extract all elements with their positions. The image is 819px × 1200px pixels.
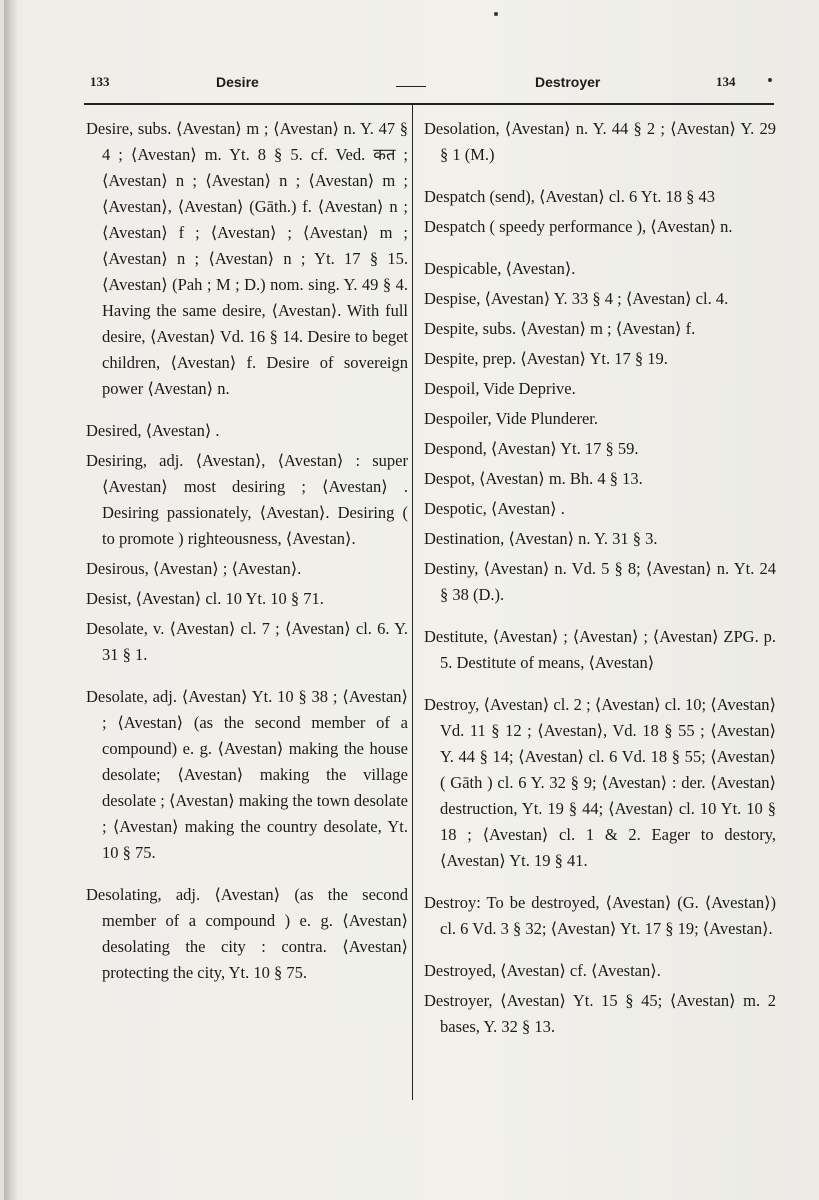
entry-despicable: Despicable, ⟨Avestan⟩.: [424, 259, 576, 278]
entry-destitute: Destitute, ⟨Avestan⟩ ; ⟨Avestan⟩ ; ⟨Avestan⟩ ZPG. p. 5. Destitute of means, ⟨Avestan⟩: [424, 627, 776, 672]
right-running-head: Destroyer: [535, 74, 601, 90]
header-rule: [84, 103, 774, 105]
entry-desire: Desire, subs. ⟨Avestan⟩ m ; ⟨Avestan⟩ n. Y. 47 § 4 ; ⟨Avestan⟩ m. Yt. 8 § 5. cf. Ved. कत ; ⟨Avestan⟩ n ; ⟨Avestan⟩ n ; ⟨Avestan⟩ m ; ⟨Avestan⟩, ⟨Avestan⟩ (Gāth.) f. ⟨Avestan⟩ n ; ⟨Avestan⟩ f ; ⟨Avestan⟩ ; ⟨Avestan⟩ m ; ⟨Avestan⟩ n ; ⟨Avestan⟩ n ; Yt. 17 § 15. ⟨Avestan⟩ (Pah ; M ; D.) nom. sing. Y. 49 § 4. Having the same desire, ⟨Avestan⟩. With full desire, ⟨Avestan⟩ Vd. 16 § 14. Desire to beget children, ⟨Avestan⟩ f. Desire of sovereign power ⟨Avestan⟩ n.: [86, 119, 408, 398]
page-binding-shadow: [4, 0, 18, 1200]
entry-destroy: Destroy, ⟨Avestan⟩ cl. 2 ; ⟨Avestan⟩ cl. 10; ⟨Avestan⟩ Vd. 11 § 12 ; ⟨Avestan⟩, Vd. 18 § 55 ; ⟨Avestan⟩ Y. 44 § 14; ⟨Avestan⟩ cl. 6 Vd. 18 § 55; ⟨Avestan⟩ ( Gāth ) cl. 6 Y. 32 § 9; ⟨Avestan⟩ : der. ⟨Avestan⟩ destruction, Yt. 19 § 44; ⟨Avestan⟩ cl. 10 Yt. 10 § 18 ; ⟨Avestan⟩ cl. 1 & 2. Eager to destory, ⟨Avestan⟩ Yt. 19 § 41.: [424, 695, 776, 870]
entry-destination: Destination, ⟨Avestan⟩ n. Y. 31 § 3.: [424, 529, 658, 548]
right-column: [424, 116, 776, 1044]
entry-destroy-passive: Destroy: To be destroyed, ⟨Avestan⟩ (G. ⟨Avestan⟩) cl. 6 Vd. 3 § 32; ⟨Avestan⟩ Yt. 17 § 19; ⟨Avestan⟩.: [424, 893, 776, 938]
entry-despatch-speedy: Despatch ( speedy performance ), ⟨Avestan⟩ n.: [424, 217, 733, 236]
left-column: [86, 116, 408, 990]
entry-despise: Despise, ⟨Avestan⟩ Y. 33 § 4 ; ⟨Avestan⟩ cl. 4.: [424, 289, 729, 308]
header-dash: [396, 86, 426, 87]
right-page-number: 134: [716, 74, 736, 89]
entry-desolation: Desolation, ⟨Avestan⟩ n. Y. 44 § 2 ; ⟨Avestan⟩ Y. 29 § 1 (M.): [424, 119, 776, 164]
entry-despoiler: Despoiler, Vide Plunderer.: [424, 409, 599, 428]
entry-desired: Desired, ⟨Avestan⟩ .: [86, 421, 220, 440]
entry-desolating: Desolating, adj. ⟨Avestan⟩ (as the second member of a compound ) e. g. ⟨Avestan⟩ desolating the city : contra. ⟨Avestan⟩ protecting the city, Yt. 10 § 75.: [86, 885, 408, 982]
entry-desolate-v: Desolate, v. ⟨Avestan⟩ cl. 7 ; ⟨Avestan⟩ cl. 6. Y. 31 § 1.: [86, 619, 408, 664]
ink-speck: [494, 12, 498, 16]
page-header: [0, 74, 819, 104]
entry-desolate-adj: Desolate, adj. ⟨Avestan⟩ Yt. 10 § 38 ; ⟨Avestan⟩ ; ⟨Avestan⟩ (as the second member of a compound) e. g. ⟨Avestan⟩ making the house desolate; ⟨Avestan⟩ making the village desolate ; ⟨Avestan⟩ making the town desolate ; ⟨Avestan⟩ making the country desolate, Yt. 10 § 75.: [86, 687, 408, 862]
entry-despoil: Despoil, Vide Deprive.: [424, 379, 576, 398]
left-page-number: 133: [90, 74, 110, 89]
entry-despatch-send: Despatch (send), ⟨Avestan⟩ cl. 6 Yt. 18 § 43: [424, 187, 716, 206]
entry-destroyer: Destroyer, ⟨Avestan⟩ Yt. 15 § 45; ⟨Avestan⟩ m. 2 bases, Y. 32 § 13.: [424, 991, 776, 1036]
entry-destiny: Destiny, ⟨Avestan⟩ n. Vd. 5 § 8; ⟨Avestan⟩ n. Yt. 24 § 38 (D.).: [424, 559, 776, 604]
column-divider: [412, 104, 413, 1100]
entry-desiring: Desiring, adj. ⟨Avestan⟩, ⟨Avestan⟩ : super ⟨Avestan⟩ most desiring ; ⟨Avestan⟩ . Desiring passionately, ⟨Avestan⟩. Desiring ( to promote ) righteousness, ⟨Avestan⟩.: [86, 451, 408, 548]
entry-desirous: Desirous, ⟨Avestan⟩ ; ⟨Avestan⟩.: [86, 559, 302, 578]
entry-despite-prep: Despite, prep. ⟨Avestan⟩ Yt. 17 § 19.: [424, 349, 668, 368]
entry-despot: Despot, ⟨Avestan⟩ m. Bh. 4 § 13.: [424, 469, 643, 488]
entry-desist: Desist, ⟨Avestan⟩ cl. 10 Yt. 10 § 71.: [86, 589, 324, 608]
entry-despite-subs: Despite, subs. ⟨Avestan⟩ m ; ⟨Avestan⟩ f.: [424, 319, 696, 338]
left-running-head: Desire: [216, 74, 259, 90]
entry-despond: Despond, ⟨Avestan⟩ Yt. 17 § 59.: [424, 439, 639, 458]
entry-destroyed: Destroyed, ⟨Avestan⟩ cf. ⟨Avestan⟩.: [424, 961, 661, 980]
entry-despotic: Despotic, ⟨Avestan⟩ .: [424, 499, 565, 518]
